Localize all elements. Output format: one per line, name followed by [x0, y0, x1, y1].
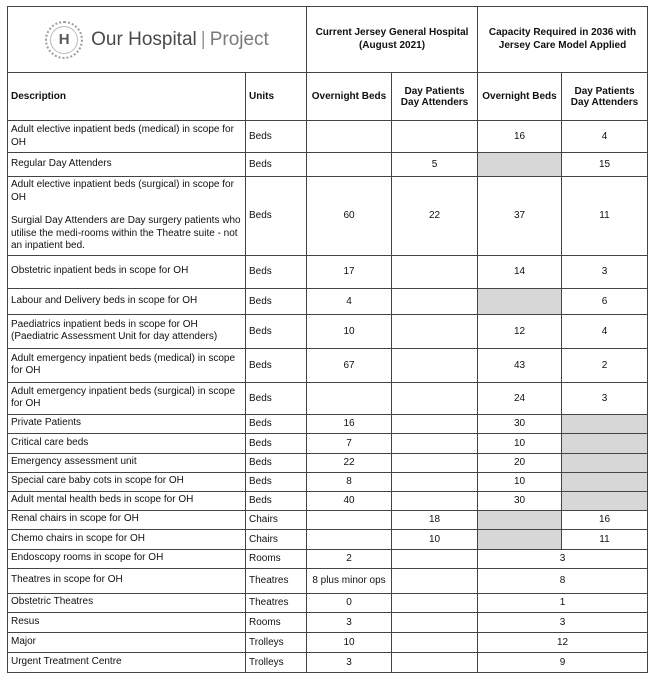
- cell-overnight-required: [478, 288, 562, 314]
- cell-day-current: [392, 549, 478, 568]
- cell-overnight-required: 37: [478, 177, 562, 256]
- table-row: [8, 568, 648, 593]
- hospital-h-icon: H: [45, 21, 83, 59]
- cell-overnight-required: 20: [478, 453, 562, 472]
- row-description: [8, 153, 246, 177]
- cell-overnight-current: 2: [307, 549, 392, 568]
- col-units-header: Units: [246, 73, 307, 121]
- row-units: Trolleys: [246, 632, 307, 652]
- table-row: [8, 382, 648, 414]
- row-units: Beds: [246, 491, 307, 510]
- table-row: [8, 472, 648, 491]
- col-day-required-header: Day Patients Day Attenders: [562, 73, 648, 121]
- cell-overnight-required: 30: [478, 414, 562, 433]
- row-description: [8, 491, 246, 510]
- cell-day-current: [392, 472, 478, 491]
- logo-separator: |: [200, 28, 206, 50]
- cell-day-current: [392, 632, 478, 652]
- cell-day-current: 18: [392, 510, 478, 529]
- row-description-text: Renal chairs in scope for OH: [11, 513, 139, 525]
- row-description: [8, 121, 246, 153]
- row-description-text: Labour and Delivery beds in scope for OH: [11, 294, 198, 306]
- table-row: [8, 612, 648, 632]
- cell-overnight-required: [478, 510, 562, 529]
- row-description: [8, 314, 246, 348]
- row-description-text: Chemo chairs in scope for OH: [11, 532, 145, 544]
- col-overnight-current-header: Overnight Beds: [307, 73, 392, 121]
- group-header-row: [8, 7, 648, 73]
- cell-overnight-required: 12: [478, 314, 562, 348]
- row-units: Beds: [246, 414, 307, 433]
- row-description: [8, 255, 246, 288]
- cell-day-required: 11: [562, 177, 648, 256]
- row-units: Rooms: [246, 549, 307, 568]
- cell-overnight-current: 3: [307, 652, 392, 672]
- cell-day-required: 3: [562, 382, 648, 414]
- cell-overnight-current: 0: [307, 593, 392, 612]
- row-units: Trolleys: [246, 652, 307, 672]
- table-row: [8, 288, 648, 314]
- cell-overnight-current: [307, 121, 392, 153]
- cell-required-merged: 1: [478, 593, 648, 612]
- cell-day-current: [392, 652, 478, 672]
- cell-day-current: [392, 593, 478, 612]
- cell-day-required: [562, 414, 648, 433]
- logo-cell: [8, 7, 307, 73]
- table-body: [8, 121, 648, 673]
- our-hospital-logo: [8, 9, 306, 71]
- row-description: [8, 414, 246, 433]
- cell-day-required: [562, 472, 648, 491]
- capacity-table: [7, 6, 648, 673]
- row-description: [8, 288, 246, 314]
- cell-day-current: [392, 121, 478, 153]
- row-units: Theatres: [246, 568, 307, 593]
- table-row: [8, 153, 648, 177]
- col-day-current-header: Day Patients Day Attenders: [392, 73, 478, 121]
- cell-day-required: 6: [562, 288, 648, 314]
- row-units: Beds: [246, 348, 307, 382]
- cell-overnight-current: 10: [307, 314, 392, 348]
- row-description: [8, 433, 246, 453]
- row-description-text: Theatres in scope for OH: [11, 574, 123, 586]
- row-units: Beds: [246, 255, 307, 288]
- cell-day-required: 15: [562, 153, 648, 177]
- table-row: [8, 652, 648, 672]
- cell-day-current: [392, 288, 478, 314]
- row-description-text: Emergency assessment unit: [11, 456, 137, 468]
- row-description-text: Adult mental health beds in scope for OH: [11, 494, 194, 506]
- row-description: [8, 593, 246, 612]
- cell-day-required: 16: [562, 510, 648, 529]
- row-description-text: Critical care beds: [11, 436, 89, 448]
- cell-overnight-required: 30: [478, 491, 562, 510]
- row-description: [8, 529, 246, 549]
- cell-required-merged: 9: [478, 652, 648, 672]
- table-row: [8, 529, 648, 549]
- cell-overnight-current: 10: [307, 632, 392, 652]
- row-description: [8, 510, 246, 529]
- cell-day-current: 5: [392, 153, 478, 177]
- cell-day-required: 2: [562, 348, 648, 382]
- cell-overnight-current: 16: [307, 414, 392, 433]
- cell-required-merged: 3: [478, 612, 648, 632]
- cell-overnight-required: 10: [478, 472, 562, 491]
- table-row: [8, 433, 648, 453]
- table-row: [8, 314, 648, 348]
- row-units: Chairs: [246, 510, 307, 529]
- cell-day-required: 11: [562, 529, 648, 549]
- cell-overnight-current: 67: [307, 348, 392, 382]
- cell-overnight-current: 60: [307, 177, 392, 256]
- row-description-text: Obstetric Theatres: [11, 596, 94, 608]
- row-units: Beds: [246, 433, 307, 453]
- column-header-row: [8, 73, 648, 121]
- group-current-header: Current Jersey General Hospital (August 2021): [307, 7, 478, 73]
- cell-required-merged: 12: [478, 632, 648, 652]
- table-row: [8, 255, 648, 288]
- cell-day-current: [392, 433, 478, 453]
- table-row: [8, 549, 648, 568]
- row-units: Chairs: [246, 529, 307, 549]
- row-description: [8, 382, 246, 414]
- cell-day-current: [392, 382, 478, 414]
- table-row: [8, 121, 648, 153]
- cell-overnight-required: 16: [478, 121, 562, 153]
- cell-overnight-current: 40: [307, 491, 392, 510]
- cell-overnight-current: 7: [307, 433, 392, 453]
- cell-overnight-required: [478, 153, 562, 177]
- row-units: Beds: [246, 382, 307, 414]
- cell-day-required: 4: [562, 121, 648, 153]
- row-units: Beds: [246, 288, 307, 314]
- row-description-text: Obstetric inpatient beds in scope for OH: [11, 265, 189, 277]
- cell-overnight-current: 3: [307, 612, 392, 632]
- row-description-note: Surgial Day Attenders are Day surgery patients who utilise the medi-rooms within the Theatre suite - not an inpatient bed.: [11, 215, 241, 251]
- col-description-header: Description: [8, 73, 246, 121]
- table-row: [8, 177, 648, 256]
- table-row: [8, 414, 648, 433]
- cell-overnight-required: [478, 529, 562, 549]
- row-description: [8, 568, 246, 593]
- row-description-text: Adult emergency inpatient beds (surgical) in scope for OH: [11, 385, 236, 409]
- row-description: [8, 549, 246, 568]
- row-description: [8, 453, 246, 472]
- row-description: [8, 472, 246, 491]
- table-row: [8, 593, 648, 612]
- row-description-text: Urgent Treatment Centre: [11, 655, 122, 667]
- row-description-text: Adult elective inpatient beds (surgical) in scope for OH: [11, 179, 234, 203]
- cell-day-current: 22: [392, 177, 478, 256]
- cell-day-required: [562, 433, 648, 453]
- cell-day-current: [392, 491, 478, 510]
- cell-day-current: [392, 568, 478, 593]
- cell-required-merged: 8: [478, 568, 648, 593]
- cell-day-current: [392, 414, 478, 433]
- cell-overnight-current: [307, 153, 392, 177]
- row-units: Beds: [246, 121, 307, 153]
- cell-day-current: 10: [392, 529, 478, 549]
- cell-day-required: 3: [562, 255, 648, 288]
- cell-overnight-current: 8: [307, 472, 392, 491]
- row-description: [8, 652, 246, 672]
- cell-overnight-current: 17: [307, 255, 392, 288]
- col-overnight-required-header: Overnight Beds: [478, 73, 562, 121]
- row-units: Beds: [246, 472, 307, 491]
- row-units: Theatres: [246, 593, 307, 612]
- cell-overnight-current: [307, 382, 392, 414]
- cell-overnight-current: 22: [307, 453, 392, 472]
- cell-day-current: [392, 612, 478, 632]
- row-units: Rooms: [246, 612, 307, 632]
- row-description: [8, 177, 246, 256]
- row-description: [8, 348, 246, 382]
- cell-overnight-current: [307, 529, 392, 549]
- cell-day-current: [392, 314, 478, 348]
- cell-required-merged: 3: [478, 549, 648, 568]
- group-required-header: Capacity Required in 2036 with Jersey Care Model Applied: [478, 7, 648, 73]
- row-description-text: Special care baby cots in scope for OH: [11, 475, 184, 487]
- row-description-text: Resus: [11, 615, 40, 627]
- row-units: Beds: [246, 177, 307, 256]
- cell-day-current: [392, 348, 478, 382]
- cell-day-current: [392, 453, 478, 472]
- table-row: [8, 348, 648, 382]
- cell-day-required: [562, 453, 648, 472]
- logo-suffix: Project: [209, 28, 269, 50]
- table-row: [8, 510, 648, 529]
- cell-overnight-required: 24: [478, 382, 562, 414]
- cell-overnight-required: 10: [478, 433, 562, 453]
- logo-name: Our Hospital: [91, 28, 197, 50]
- cell-overnight-current: 4: [307, 288, 392, 314]
- cell-day-required: 4: [562, 314, 648, 348]
- cell-overnight-current: [307, 510, 392, 529]
- cell-overnight-required: 14: [478, 255, 562, 288]
- cell-overnight-required: 43: [478, 348, 562, 382]
- row-description: [8, 632, 246, 652]
- row-description-text: Endoscopy rooms in scope for OH: [11, 552, 164, 564]
- cell-overnight-current: 8 plus minor ops: [307, 568, 392, 593]
- row-description: [8, 612, 246, 632]
- row-description-text: Regular Day Attenders: [11, 158, 112, 170]
- row-units: Beds: [246, 314, 307, 348]
- cell-day-current: [392, 255, 478, 288]
- row-description-text: Major: [11, 635, 37, 647]
- row-units: Beds: [246, 453, 307, 472]
- row-description-text: Paediatrics inpatient beds in scope for OH (Paediatric Assessment Unit for day attenders): [11, 318, 218, 342]
- table-row: [8, 632, 648, 652]
- row-description-text: Adult elective inpatient beds (medical) in scope for OH: [11, 124, 234, 148]
- table-row: [8, 453, 648, 472]
- table-row: [8, 491, 648, 510]
- row-units: Beds: [246, 153, 307, 177]
- row-description-text: Private Patients: [11, 417, 82, 429]
- row-description-text: Adult emergency inpatient beds (medical) in scope for OH: [11, 352, 236, 376]
- cell-day-required: [562, 491, 648, 510]
